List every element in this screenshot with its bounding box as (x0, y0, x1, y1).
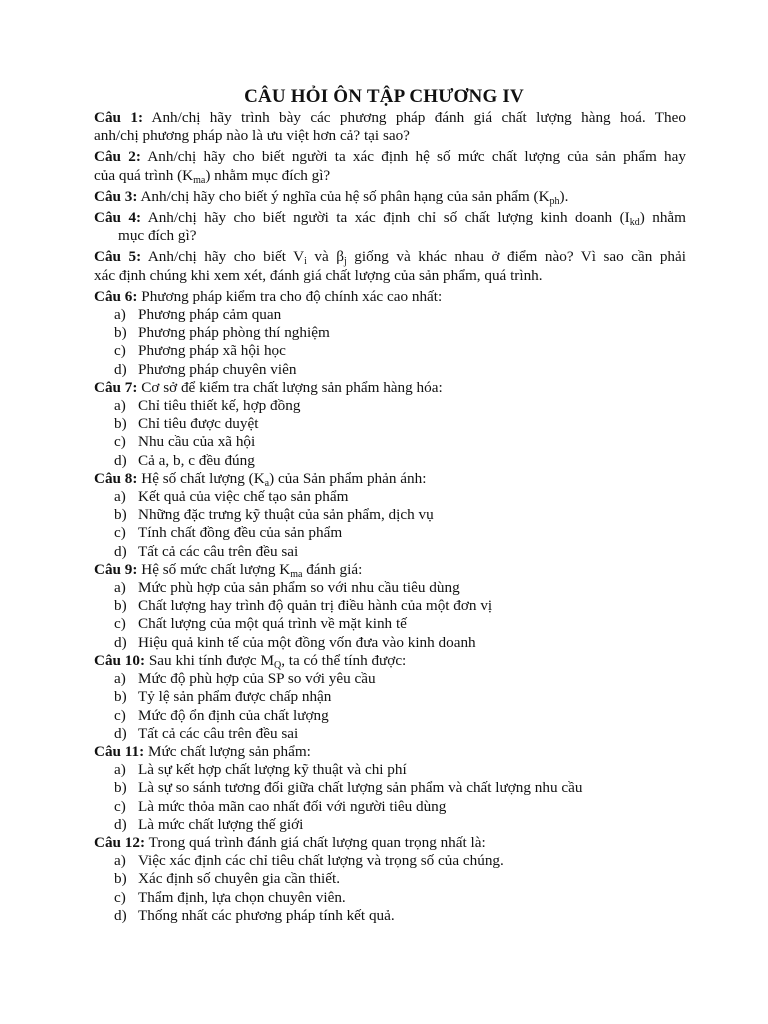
option-text: Cả a, b, c đều đúng (138, 451, 255, 469)
option-c (94, 524, 686, 542)
subscript: i (304, 256, 307, 268)
option-label: a) (114, 852, 126, 870)
option-label: a) (114, 579, 126, 597)
option-label: a) (114, 761, 126, 779)
text-segment: Anh/chị hãy cho biết V (147, 248, 305, 266)
question-label: Câu 3: (94, 187, 138, 205)
option-text: Chất lượng của một quá trình về mặt kinh tế (138, 615, 407, 633)
subscript: a (264, 477, 270, 489)
question-label: Câu 10: (94, 651, 146, 669)
question-label: Câu 12: (94, 833, 146, 851)
question-label: Câu 8: (94, 469, 138, 487)
question-1 (94, 109, 686, 145)
option-text: Những đặc trưng kỹ thuật của sản phẩm, dịch vụ (138, 506, 434, 524)
question-11 (94, 743, 686, 834)
option-label: c) (114, 888, 126, 906)
option-b (94, 597, 686, 615)
option-text: Thẩm định, lựa chọn chuyên viên. (138, 888, 346, 906)
option-c (94, 615, 686, 633)
option-label: b) (114, 506, 127, 524)
option-label: b) (114, 324, 127, 342)
option-a (94, 761, 686, 779)
option-label: b) (114, 779, 127, 797)
question-list (94, 109, 686, 925)
option-text: Chất lượng hay trình độ quản trị điều hành của một đơn vị (138, 597, 493, 615)
question-6 (94, 288, 686, 379)
option-label: c) (114, 706, 126, 724)
option-label: b) (114, 597, 127, 615)
option-list (94, 397, 686, 470)
option-text: Là mức chất lượng thế giới (138, 815, 304, 833)
option-text: Phương pháp xã hội học (138, 342, 286, 360)
option-label: d) (114, 542, 127, 560)
option-b (94, 415, 686, 433)
text-segment: đánh giá: (302, 560, 363, 578)
text-segment: của quá trình (K (94, 166, 194, 184)
text-segment: ). (559, 187, 569, 205)
option-text: Việc xác định các chỉ tiêu chất lượng và trọng số của chúng. (138, 852, 504, 870)
option-label: c) (114, 615, 126, 633)
subscript: ma (193, 174, 206, 186)
question-3 (94, 188, 686, 206)
option-label: d) (114, 633, 127, 651)
option-text: Phương pháp phòng thí nghiệm (138, 324, 330, 342)
text-segment: Anh/chị hãy cho biết ý nghĩa của hệ số phân hạng của sản phẩm (K (140, 187, 550, 205)
question-8 (94, 470, 686, 561)
question-12 (94, 834, 686, 925)
subscript: ma (290, 568, 303, 580)
question-4 (94, 209, 686, 245)
text-segment: ) của Sản phẩm phản ánh: (269, 469, 427, 487)
option-text: Chỉ tiêu được duyệt (138, 415, 259, 433)
question-label: Câu 1: (94, 109, 143, 126)
option-label: c) (114, 342, 126, 360)
option-label: d) (114, 360, 127, 378)
option-label: a) (114, 488, 126, 506)
option-text: Là sự kết hợp chất lượng kỹ thuật và chi phí (138, 761, 407, 779)
option-a (94, 579, 686, 597)
option-d (94, 816, 686, 834)
question-label: Câu 11: (94, 742, 145, 760)
question-stem: Trong quá trình đánh giá chất lượng quan trọng nhất là: (148, 833, 486, 851)
text-segment: Hệ số chất lượng (K (141, 469, 265, 487)
question-label: Câu 5: (94, 248, 142, 266)
question-label: Câu 4: (94, 209, 142, 227)
option-text: Tất cả các câu trên đều sai (138, 724, 299, 742)
option-text: Xác định số chuyên gia cần thiết. (138, 870, 341, 888)
option-list (94, 579, 686, 652)
option-label: a) (114, 397, 126, 415)
option-a (94, 670, 686, 688)
option-c (94, 433, 686, 451)
option-d (94, 907, 686, 925)
text-segment: Sau khi tính được M (148, 651, 274, 669)
option-text: Phương pháp cảm quan (138, 306, 282, 324)
option-c (94, 707, 686, 725)
option-label: a) (114, 670, 126, 688)
option-list (94, 488, 686, 561)
option-c (94, 342, 686, 360)
option-text: Tỷ lệ sản phẩm được chấp nhận (138, 688, 332, 706)
option-d (94, 634, 686, 652)
text-segment: ) nhằm mục đích gì? (205, 166, 331, 184)
option-b (94, 870, 686, 888)
question-text: Anh/chị hãy trình bày các phương pháp đánh giá chất lượng hàng hoá. Theo (151, 109, 686, 126)
option-label: d) (114, 451, 127, 469)
text-segment: ) nhằm (639, 209, 686, 227)
option-list (94, 761, 686, 834)
option-label: c) (114, 797, 126, 815)
question-stem: Cơ sở để kiểm tra chất lượng sản phẩm hàng hóa: (141, 378, 443, 396)
question-2 (94, 148, 686, 184)
option-text: Kết quả của việc chế tạo sản phẩm (138, 488, 349, 506)
option-text: Là mức thỏa mãn cao nhất đối với người tiêu dùng (138, 797, 447, 815)
option-text: Phương pháp chuyên viên (138, 360, 297, 378)
option-a (94, 852, 686, 870)
option-label: c) (114, 433, 126, 451)
option-text: Mức độ ổn định của chất lượng (138, 706, 329, 724)
page-title: CÂU HỎI ÔN TẬP CHƯƠNG IV (244, 86, 524, 107)
subscript: Q (273, 659, 282, 671)
subscript: j (344, 256, 347, 268)
option-text: Tất cả các câu trên đều sai (138, 542, 299, 560)
option-c (94, 889, 686, 907)
question-label: Câu 7: (94, 378, 138, 396)
option-label: d) (114, 906, 127, 924)
option-b (94, 324, 686, 342)
text-segment: , ta có thể tính được: (281, 651, 407, 669)
text-segment: giống và khác nhau ở điểm nào? Vì sao cần phải (346, 248, 686, 266)
question-10 (94, 652, 686, 743)
option-list (94, 306, 686, 379)
option-d (94, 725, 686, 743)
question-label: Câu 9: (94, 560, 138, 578)
option-d (94, 452, 686, 470)
option-text: Là sự so sánh tương đối giữa chất lượng sản phẩm và chất lượng nhu cầu (138, 779, 583, 797)
question-label: Câu 6: (94, 287, 138, 305)
option-b (94, 688, 686, 706)
option-text: Nhu cầu của xã hội (138, 433, 256, 451)
option-a (94, 488, 686, 506)
option-text: Thống nhất các phương pháp tính kết quả. (138, 906, 395, 924)
question-text-line2 (94, 167, 686, 185)
subscript: ph (549, 195, 560, 207)
option-label: b) (114, 688, 127, 706)
option-d (94, 361, 686, 379)
option-list (94, 852, 686, 925)
option-text: Hiệu quả kinh tế của một đồng vốn đưa vào kinh doanh (138, 633, 476, 651)
option-a (94, 306, 686, 324)
text-segment: Anh/chị hãy cho biết người ta xác định chỉ số chất lượng kinh doanh (I (147, 209, 630, 227)
option-b (94, 506, 686, 524)
question-7 (94, 379, 686, 470)
option-c (94, 798, 686, 816)
question-text: Anh/chị hãy cho biết người ta xác định hệ số mức chất lượng của sản phẩm hay (147, 148, 686, 166)
question-label: Câu 2: (94, 148, 141, 166)
option-text: Chỉ tiêu thiết kế, hợp đồng (138, 397, 301, 415)
text-segment: Hệ số mức chất lượng K (141, 560, 291, 578)
option-d (94, 543, 686, 561)
option-text: Mức phù hợp của sản phẩm so với nhu cầu tiêu dùng (138, 579, 460, 597)
option-label: b) (114, 870, 127, 888)
text-segment: và β (306, 248, 345, 266)
option-b (94, 779, 686, 797)
question-text: xác định chúng khi xem xét, đánh giá chất lượng của sản phẩm, quá trình. (94, 266, 543, 284)
question-stem: Mức chất lượng sản phẩm: (148, 742, 311, 760)
option-label: d) (114, 724, 127, 742)
question-text: mục đích gì? (118, 227, 197, 245)
option-a (94, 397, 686, 415)
option-label: c) (114, 524, 126, 542)
question-5 (94, 248, 686, 284)
option-label: b) (114, 415, 127, 433)
option-text: Tính chất đồng đều của sản phẩm (138, 524, 343, 542)
question-stem: Phương pháp kiểm tra cho độ chính xác cao nhất: (141, 287, 443, 305)
option-text: Mức độ phù hợp của SP so với yêu cầu (138, 670, 376, 688)
option-label: a) (114, 306, 126, 324)
question-text: anh/chị phương pháp nào là ưu việt hơn cả? tại sao? (94, 127, 410, 145)
option-label: d) (114, 815, 127, 833)
subscript: kd (629, 217, 640, 229)
question-9 (94, 561, 686, 652)
option-list (94, 670, 686, 743)
